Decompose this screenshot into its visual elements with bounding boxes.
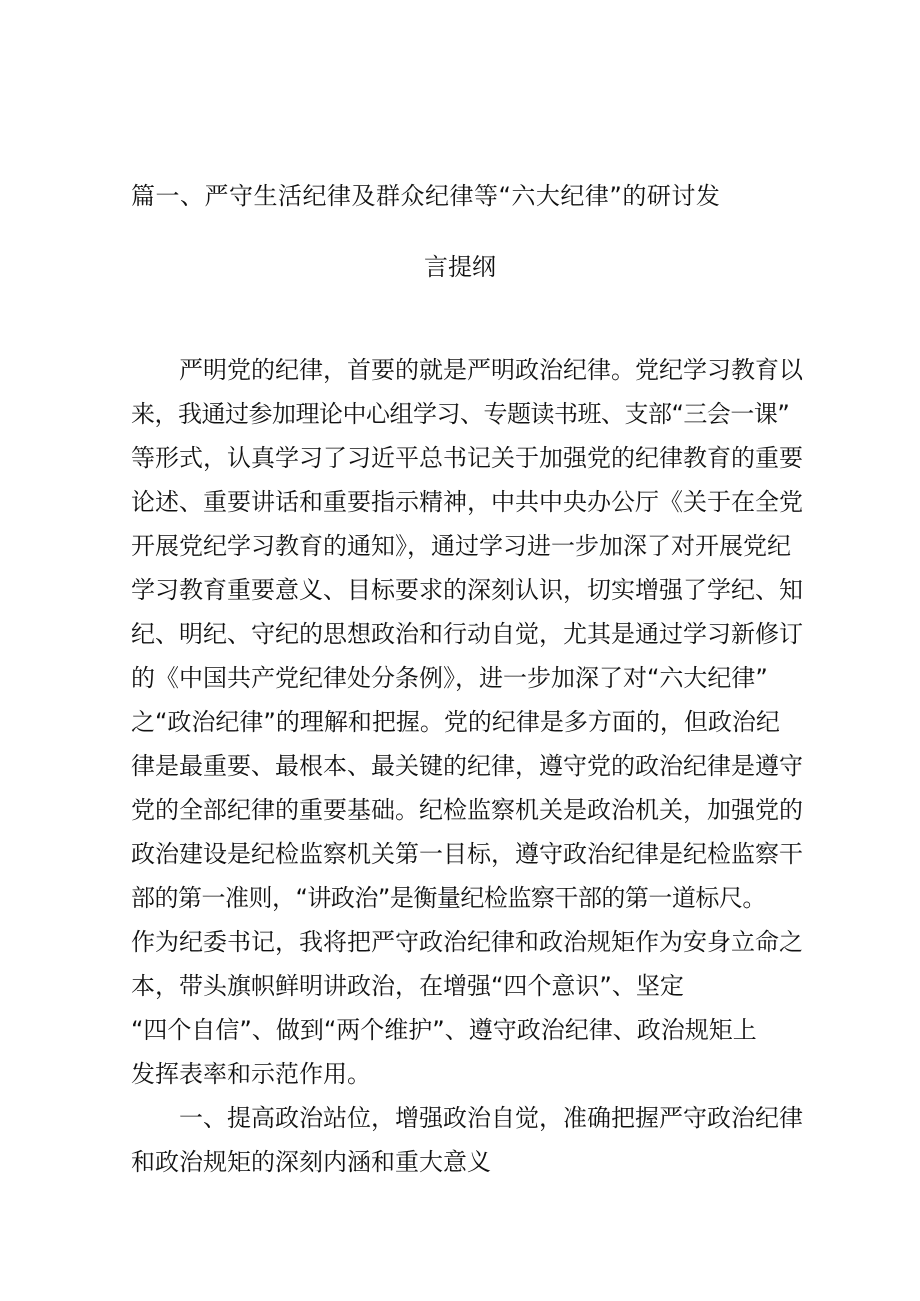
body-line: 发挥表率和示范作用。 <box>131 1060 371 1088</box>
body-line: 政治建设是纪检监察机关第一目标，遵守政治纪律是纪检监察干 <box>131 840 803 868</box>
body-line: 等形式，认真学习了习近平总书记关于加强党的纪律教育的重要 <box>131 444 803 472</box>
body-line: 的《中国共产党纪律处分条例》，进一步加深了对“六大纪律” <box>131 664 768 692</box>
body-line: 作为纪委书记，我将把严守政治纪律和政治规矩作为安身立命之 <box>131 928 803 956</box>
section-heading-line: 和政治规矩的深刻内涵和重大意义 <box>131 1148 491 1176</box>
body-line: 纪、明纪、守纪的思想政治和行动自觉，尤其是通过学习新修订 <box>131 620 803 648</box>
body-line: “四个自信”、做到“两个维护”、遵守政治纪律、政治规矩上 <box>131 1016 757 1044</box>
body-line: 学习教育重要意义、目标要求的深刻认识，切实增强了学纪、知 <box>131 576 803 604</box>
body-line: 本，带头旗帜鲜明讲政治，在增强“四个意识”、坚定 <box>131 972 684 1000</box>
body-line: 党的全部纪律的重要基础。纪检监察机关是政治机关，加强党的 <box>131 796 803 824</box>
document-title-line-2: 言提纲 <box>424 253 496 281</box>
body-line: 论述、重要讲话和重要指示精神，中共中央办公厅《关于在全党 <box>131 488 803 516</box>
body-line: 来，我通过参加理论中心组学习、专题读书班、支部“三会一课” <box>131 400 790 428</box>
section-heading-line: 一、提高政治站位，增强政治自觉，准确把握严守政治纪律 <box>179 1104 803 1132</box>
document-title-line-1: 篇一、严守生活纪律及群众纪律等“六大纪律”的研讨发 <box>131 182 721 210</box>
body-line: 部的第一准则，“讲政治”是衡量纪检监察干部的第一道标尺。 <box>131 884 766 912</box>
body-line: 律是最重要、最根本、最关键的纪律，遵守党的政治纪律是遵守 <box>131 752 803 780</box>
body-line: 开展党纪学习教育的通知》，通过学习进一步加深了对开展党纪 <box>131 532 791 560</box>
body-line: 之“政治纪律”的理解和把握。党的纪律是多方面的，但政治纪 <box>131 708 780 736</box>
body-line: 严明党的纪律，首要的就是严明政治纪律。党纪学习教育以 <box>179 356 803 384</box>
